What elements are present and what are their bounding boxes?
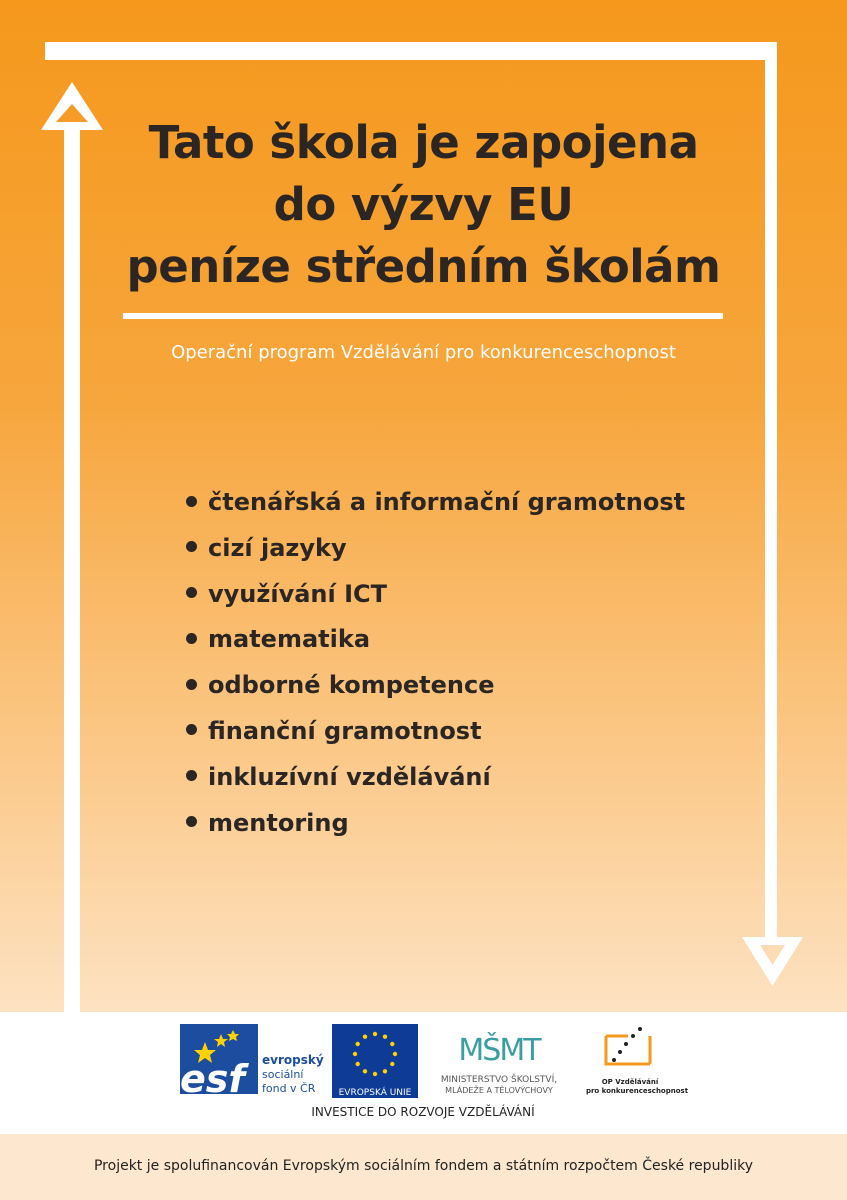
- topic-label: využívání ICT: [208, 579, 387, 608]
- list-item: [186, 576, 685, 622]
- program-subtitle: Operační program Vzdělávání pro konkurenceschopnost: [171, 342, 676, 363]
- topic-label: cizí jazyky: [208, 533, 347, 562]
- eu-star-icon: [373, 1032, 377, 1036]
- eu-star-icon: [383, 1069, 387, 1073]
- esf-mark: esf: [180, 1057, 245, 1101]
- topic-label: inkluzívní vzdělávání: [208, 762, 491, 791]
- eu-label: EVROPSKÁ UNIE: [338, 1088, 412, 1098]
- msmt-mark: MŠMT: [458, 1033, 540, 1068]
- list-item: [186, 621, 685, 667]
- eu-star-icon: [356, 1062, 360, 1066]
- investice-tagline: INVESTICE DO ROZVOJE VZDĚLÁVÁNÍ: [311, 1105, 535, 1119]
- esf-text-line: sociální: [262, 1068, 304, 1081]
- bullet-icon: [186, 496, 197, 507]
- eu-star-icon: [363, 1035, 367, 1039]
- eu-star-icon: [356, 1042, 360, 1046]
- esf-text-line: evropský: [262, 1053, 324, 1067]
- eu-star-icon: [373, 1072, 377, 1076]
- eu-star-icon: [393, 1052, 397, 1056]
- bullet-icon: [186, 770, 197, 781]
- eu-star-icon: [383, 1035, 387, 1039]
- list-item: [186, 805, 685, 851]
- topic-label: mentoring: [208, 808, 349, 837]
- bullet-icon: [186, 724, 197, 735]
- title-line: Tato škola je zapojena: [148, 116, 699, 169]
- topic-list: [186, 484, 685, 850]
- eu-star-icon: [390, 1042, 394, 1046]
- topic-label: matematika: [208, 625, 371, 654]
- title-line: peníze středním školám: [126, 240, 721, 293]
- op-text-line: pro konkurenceschopnost: [585, 1087, 689, 1095]
- msmt-text-line: MLÁDEŽE A TĚLOVÝCHOVY: [445, 1086, 553, 1095]
- topic-label: odborné kompetence: [208, 671, 495, 700]
- msmt-logo: [441, 1031, 557, 1095]
- bullet-icon: [186, 587, 197, 598]
- esf-text-line: fond v ČR: [262, 1082, 316, 1095]
- list-item: [186, 530, 685, 576]
- frame-top-line: [45, 42, 777, 60]
- bullet-icon: [186, 679, 197, 690]
- eu-star-icon: [390, 1062, 394, 1066]
- eu-star-icon: [363, 1069, 367, 1073]
- eu-flag-logo: [332, 1024, 418, 1098]
- list-item: [186, 713, 685, 759]
- title-line: do výzvy EU: [273, 178, 574, 231]
- eu-star-icon: [353, 1052, 357, 1056]
- title-underline: [123, 313, 723, 319]
- list-item: [186, 759, 685, 805]
- topic-label: čtenářská a informační gramotnost: [208, 488, 686, 516]
- footer-note: Projekt je spolufinancován Evropským sociálním fondem a státním rozpočtem České republiky: [93, 1158, 753, 1174]
- page-title: [60, 112, 787, 298]
- list-item: [186, 667, 685, 713]
- bullet-icon: [186, 541, 197, 552]
- op-text-line: OP Vzdělávání: [601, 1078, 659, 1086]
- msmt-text-line: MINISTERSTVO ŠKOLSTVÍ,: [440, 1075, 558, 1085]
- list-item: [186, 484, 685, 530]
- topic-label: finanční gramotnost: [208, 716, 482, 745]
- bullet-icon: [186, 633, 197, 644]
- bullet-icon: [186, 816, 197, 827]
- arrow-down-icon: [742, 937, 803, 986]
- esf-logo: [180, 1024, 324, 1101]
- op-logo: [586, 1027, 689, 1095]
